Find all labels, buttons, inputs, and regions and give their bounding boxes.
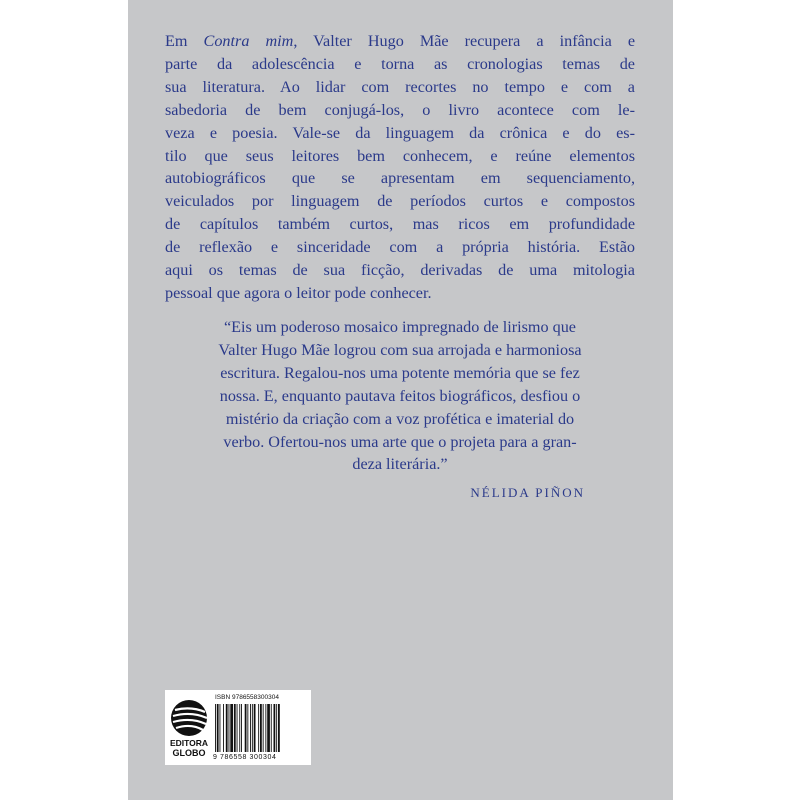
- synopsis-text-run: veiculados por linguagem de períodos curtos e compostos: [165, 192, 635, 211]
- book-title-italic: Contra mim: [203, 32, 294, 50]
- synopsis-line: [165, 259, 635, 282]
- synopsis-line: [165, 236, 635, 259]
- barcode-bar: [278, 704, 280, 752]
- synopsis-text-run: aqui os temas de sua ficção, derivadas de uma mitologia: [165, 261, 635, 280]
- barcode-bar: [274, 704, 276, 752]
- barcode: [213, 694, 309, 762]
- quote-line: verbo. Ofertou-nos uma arte que o projeta para a gran-: [223, 432, 577, 451]
- barcode-bar: [215, 704, 216, 752]
- barcode-digits: 9 786558 300304: [213, 754, 277, 761]
- barcode-bar: [245, 704, 247, 752]
- barcode-bars: [213, 704, 309, 754]
- quote-line: mistério da criação com a voz profética e imaterial do: [225, 409, 575, 428]
- isbn-label: ISBN 9786558300304: [215, 694, 279, 701]
- barcode-bar: [276, 704, 277, 752]
- synopsis-text-run: sua literatura. Ao lidar com recortes no tempo e com a: [165, 77, 635, 96]
- editora-globo-logo: [169, 696, 209, 760]
- barcode-bar: [229, 704, 230, 752]
- barcode-bar: [260, 704, 262, 752]
- barcode-bar: [241, 704, 242, 752]
- synopsis-text-run: veza e poesia. Vale-se da linguagem da crônica e do es-: [165, 123, 635, 142]
- barcode-bar: [223, 704, 224, 752]
- barcode-bar: [220, 704, 221, 752]
- synopsis-line: [165, 30, 635, 53]
- synopsis-line: [165, 213, 635, 236]
- logo-text-globo: GLOBO: [172, 748, 206, 758]
- synopsis-text-run: pessoal que agora o leitor pode conhecer.: [165, 283, 432, 302]
- quote-line: “Eis um poderoso mosaico impregnado de lirismo que: [223, 318, 576, 336]
- synopsis-text-run: autobiográficos que se apresentam em sequenciamento,: [165, 169, 635, 188]
- synopsis-text-run: de capítulos também curtos, mas ricos em profundidade: [165, 215, 635, 234]
- synopsis-line: [165, 190, 635, 213]
- barcode-bar: [237, 704, 238, 752]
- logo-text-editora: EDITORA: [169, 738, 209, 748]
- synopsis-text-run: de reflexão e sinceridade com a própria história. Estão: [165, 238, 635, 257]
- barcode-bar: [265, 704, 266, 752]
- synopsis-text: [165, 30, 635, 305]
- synopsis-line: [165, 145, 635, 168]
- barcode-bar: [250, 704, 251, 752]
- quote-line: nossa. E, enquanto pautava feitos biográficos, desfiou o: [219, 386, 581, 405]
- quote-line: Valter Hugo Mãe logrou com sua arrojada e harmoniosa: [218, 340, 582, 359]
- synopsis-line: [165, 282, 635, 305]
- synopsis-text-run: Em: [165, 32, 204, 50]
- barcode-bar: [217, 704, 219, 752]
- barcode-bar: [254, 704, 256, 752]
- barcode-bar: [271, 704, 272, 752]
- synopsis-text-run: tilo que seus leitores bem conhecem, e reúne elementos: [165, 146, 635, 165]
- barcode-bar: [234, 704, 236, 752]
- barcode-bar: [267, 704, 270, 752]
- review-quote: [165, 316, 635, 476]
- barcode-bar: [226, 704, 228, 752]
- synopsis-line: [165, 167, 635, 190]
- barcode-bar: [247, 704, 248, 752]
- synopsis-line: [165, 122, 635, 145]
- quote-author: NÉLIDA PIÑON: [470, 485, 585, 500]
- synopsis-text-run: parte da adolescência e torna as cronologias temas de: [165, 54, 635, 73]
- barcode-bar: [263, 704, 264, 752]
- isbn-box: [165, 690, 311, 765]
- barcode-bar: [258, 704, 259, 752]
- quote-line: deza literária.”: [352, 455, 448, 474]
- barcode-bar: [252, 704, 253, 752]
- synopsis-text-run: sabedoria de bem conjugá-los, o livro acontece com le-: [165, 100, 635, 119]
- synopsis-line: [165, 99, 635, 122]
- synopsis-text-run: , Valter Hugo Mãe recupera a infância e: [293, 32, 636, 50]
- barcode-bar: [239, 704, 240, 752]
- synopsis-line: [165, 53, 635, 76]
- synopsis-line: [165, 76, 635, 99]
- quote-line: escritura. Regalou-nos uma potente memória que se fez: [220, 363, 580, 382]
- barcode-bar: [230, 704, 233, 752]
